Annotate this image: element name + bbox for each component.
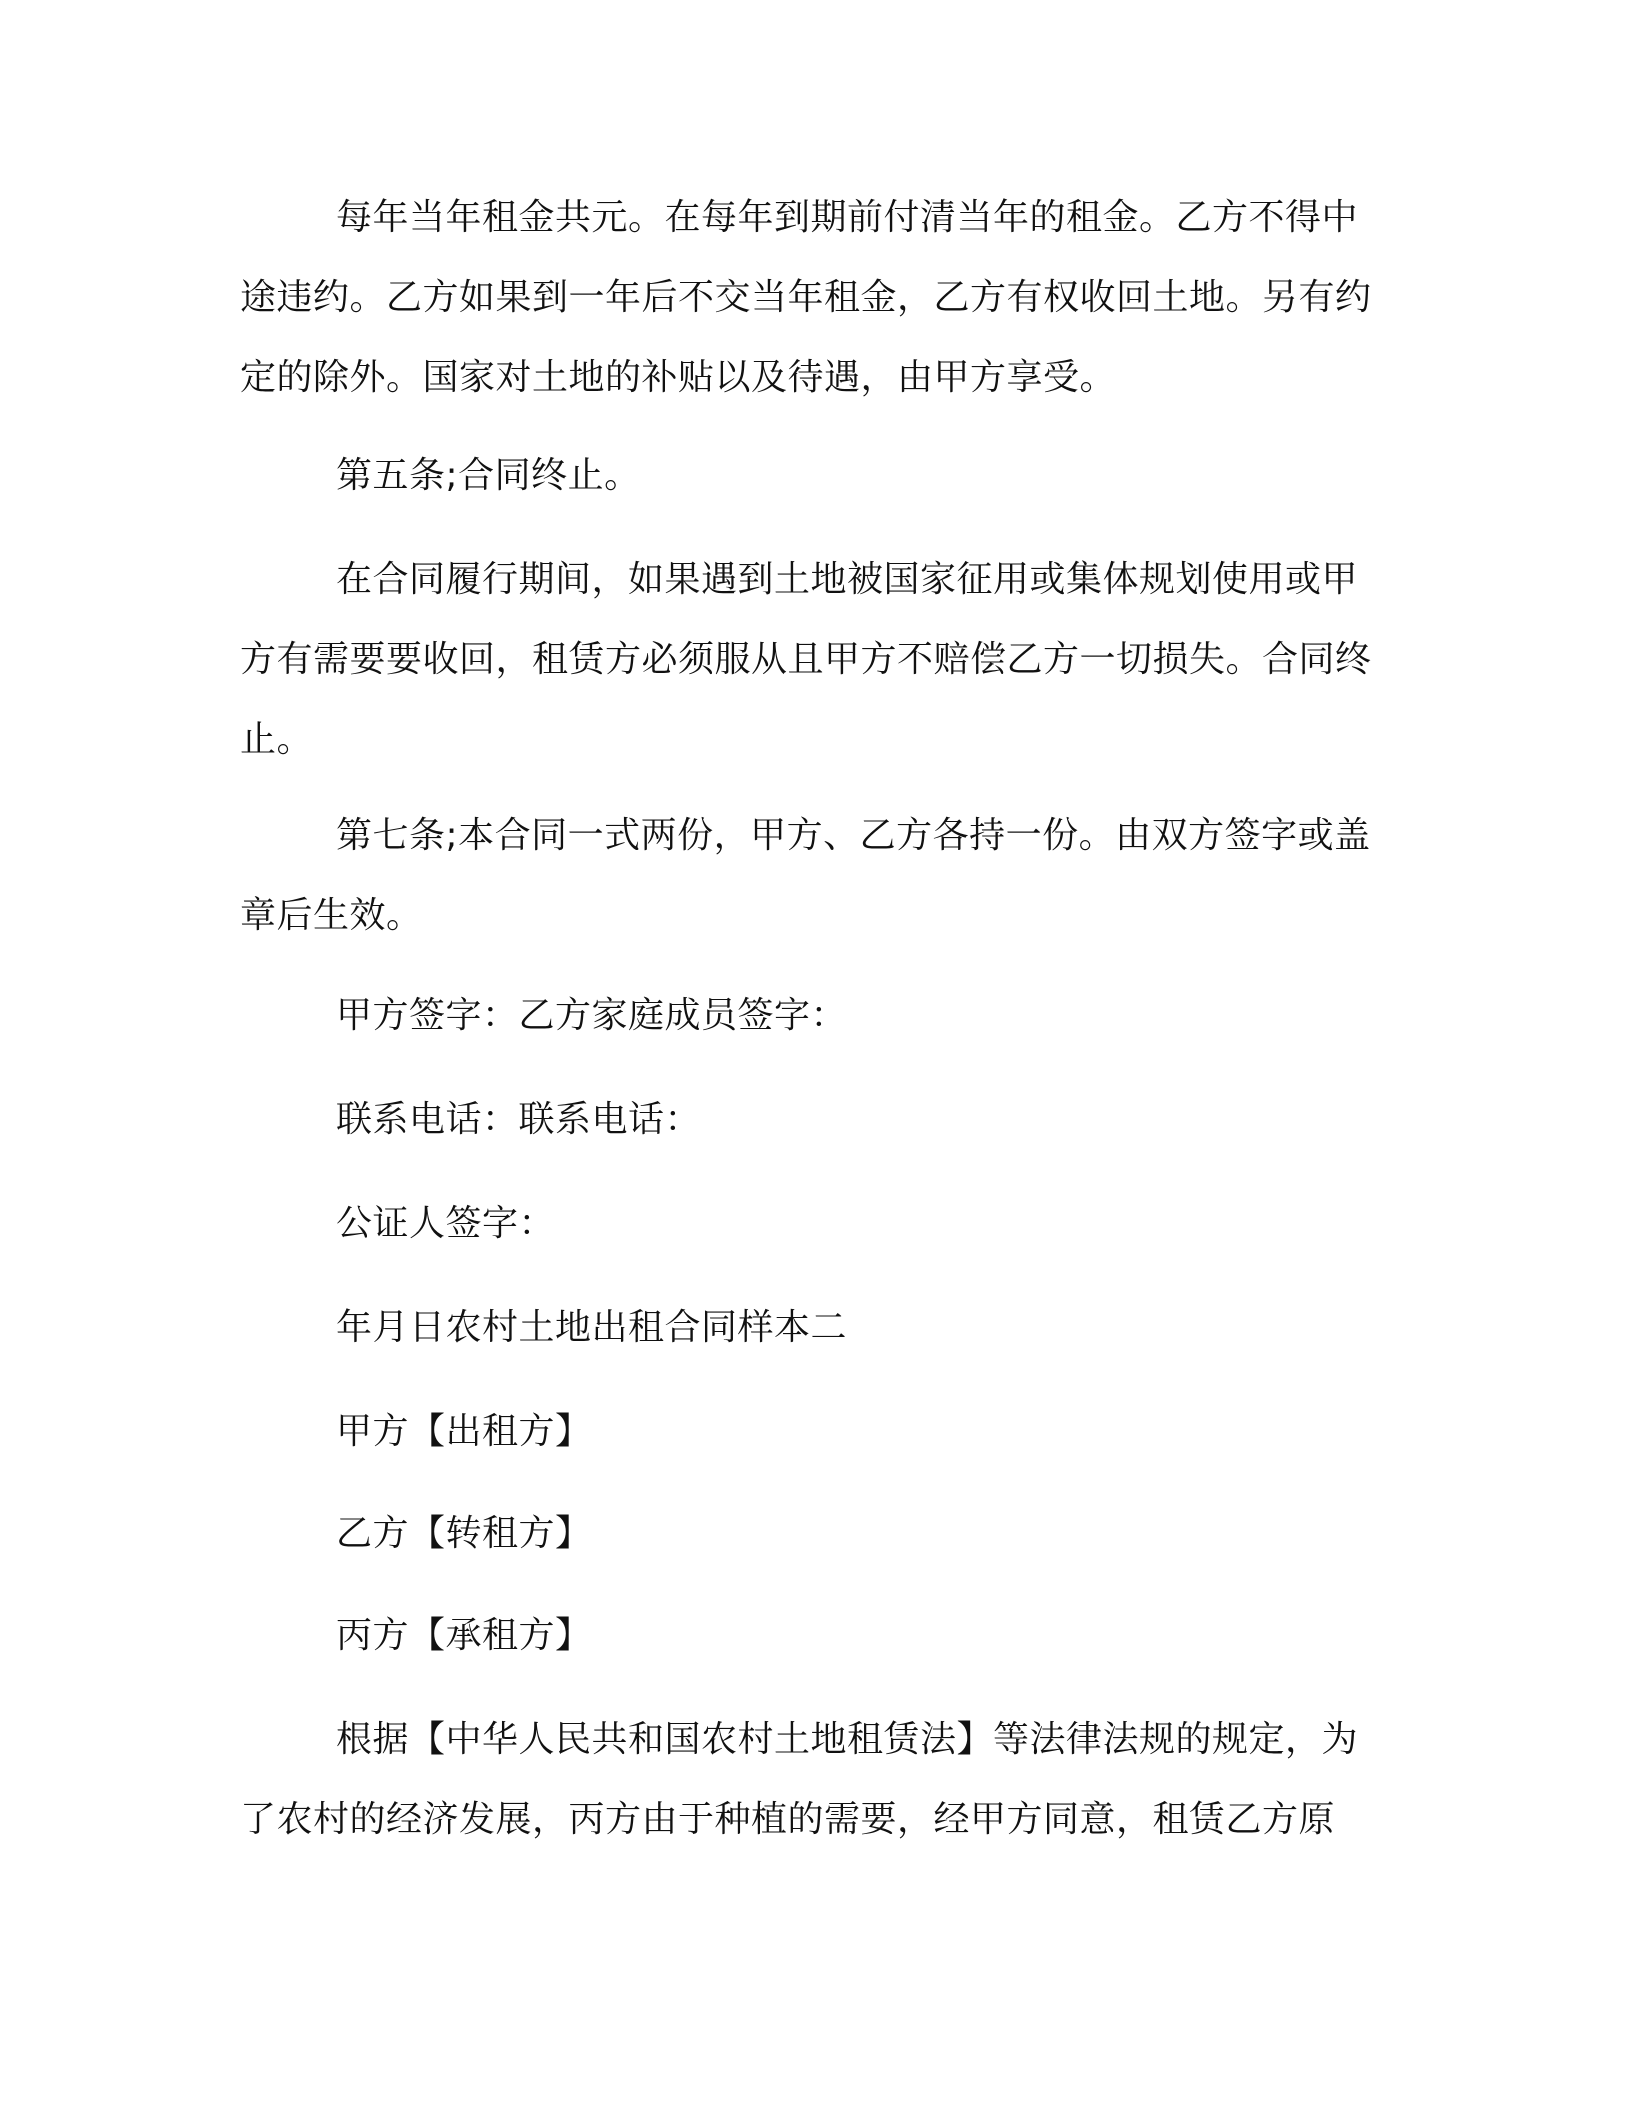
paragraph-article-7: 第七条;本合同一式两份，甲方、乙方各持一份。由双方签字或盖章后生效。 (240, 815, 1371, 936)
paragraph-date-sample-two: 年月日农村土地出租合同样本二 (336, 1307, 848, 1348)
paragraph-rent-payment: 每年当年租金共元。在每年到期前付清当年的租金。乙方不得中途违约。乙方如果到一年后不交当年租金，乙方有权收回土地。另有约定的除外。国家对土地的补贴以及待遇，由甲方享受。 (240, 197, 1372, 398)
paragraph-contact-phones: 联系电话：联系电话： (336, 1099, 702, 1140)
paragraph-party-c: 丙方【承租方】 (336, 1615, 592, 1656)
paragraph-party-b: 乙方【转租方】 (336, 1513, 592, 1554)
paragraph-termination-terms: 在合同履行期间，如果遇到土地被国家征用或集体规划使用或甲方有需要要收回，租赁方必须服从且甲方不赔偿乙方一切损失。合同终止。 (240, 559, 1372, 760)
paragraph-legal-basis: 根据【中华人民共和国农村土地租赁法】等法律法规的规定，为了农村的经济发展，丙方由于种植的需要，经甲方同意，租赁乙方原 (240, 1719, 1359, 1840)
paragraph-article-5-heading: 第五条;合同终止。 (336, 455, 641, 496)
paragraph-notary-signature: 公证人签字： (336, 1203, 556, 1244)
paragraph-signatures: 甲方签字：乙方家庭成员签字： (336, 995, 848, 1036)
paragraph-party-a: 甲方【出租方】 (336, 1411, 592, 1452)
